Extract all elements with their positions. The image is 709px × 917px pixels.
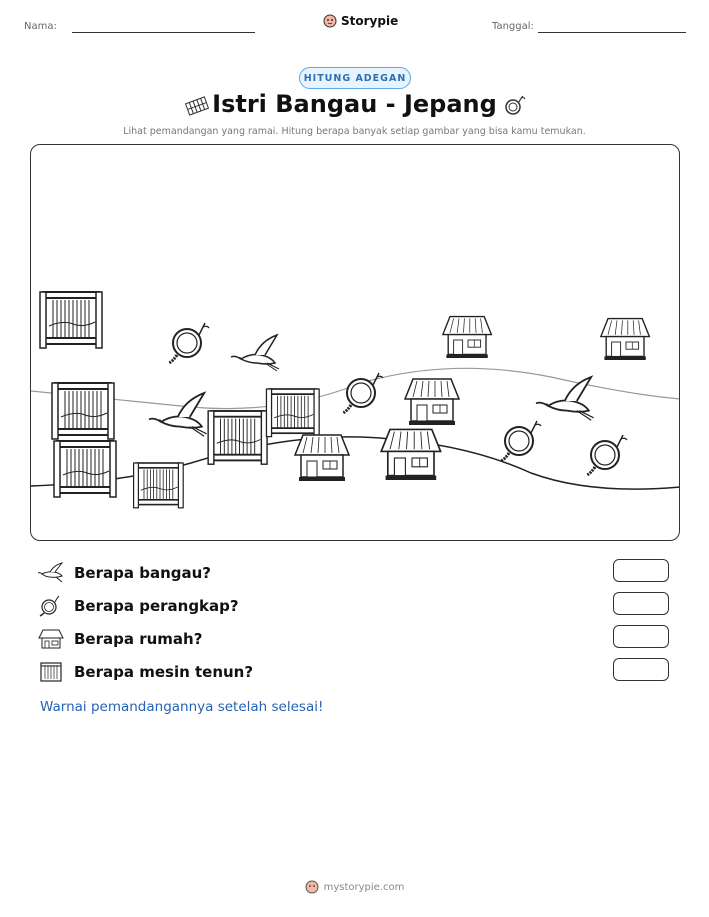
answer-box-cranes[interactable] xyxy=(613,559,669,582)
house xyxy=(381,429,440,480)
activity-badge: HITUNG ADEGAN xyxy=(299,67,411,89)
question-houses xyxy=(38,627,202,651)
mascot-icon xyxy=(305,880,319,894)
house xyxy=(601,319,650,360)
footer xyxy=(0,880,709,894)
trap xyxy=(501,421,541,461)
date-line[interactable] xyxy=(538,32,686,33)
question-looms xyxy=(38,660,253,684)
page-title: Istri Bangau - Jepang xyxy=(212,90,497,118)
answer-box-looms[interactable] xyxy=(613,658,669,681)
footer-url[interactable]: mystorypie.com xyxy=(323,881,405,893)
loom xyxy=(54,441,116,497)
question-cranes xyxy=(38,561,211,585)
brand-name: Storypie xyxy=(341,14,399,28)
answer-box-houses[interactable] xyxy=(613,625,669,648)
trap xyxy=(169,323,209,363)
house xyxy=(443,317,492,358)
loom xyxy=(52,383,114,439)
date-label: Tanggal: xyxy=(492,21,534,32)
loom xyxy=(134,463,184,508)
counting-scene xyxy=(30,144,680,541)
loom xyxy=(40,292,102,348)
name-line[interactable] xyxy=(72,32,255,33)
crane xyxy=(536,377,594,420)
loom xyxy=(208,411,267,464)
question-text: Berapa mesin tenun? xyxy=(74,663,254,681)
instructions: Lihat pemandangan yang ramai. Hitung berapa banyak setiap gambar yang bisa kamu temukan. xyxy=(123,126,586,137)
trap-icon xyxy=(38,595,64,617)
name-label: Nama: xyxy=(24,21,57,32)
loom xyxy=(266,389,319,437)
loom-icon xyxy=(38,661,64,683)
house xyxy=(405,379,459,425)
answer-box-traps[interactable] xyxy=(613,592,669,615)
mascot-icon xyxy=(323,14,337,28)
coloring-note: Warnai pemandangannya setelah selesai! xyxy=(40,699,324,715)
question-text: Berapa perangkap? xyxy=(74,597,239,615)
trap-title-icon xyxy=(501,93,527,119)
scene-illustration xyxy=(31,145,680,541)
crane-icon xyxy=(38,562,64,584)
house xyxy=(295,435,349,481)
question-text: Berapa bangau? xyxy=(74,564,211,582)
house-icon xyxy=(38,628,64,650)
crane xyxy=(231,335,279,371)
brand-logo xyxy=(323,14,398,28)
question-traps xyxy=(38,594,239,618)
question-text: Berapa rumah? xyxy=(74,630,203,648)
trap xyxy=(587,435,627,475)
crane xyxy=(149,393,207,436)
